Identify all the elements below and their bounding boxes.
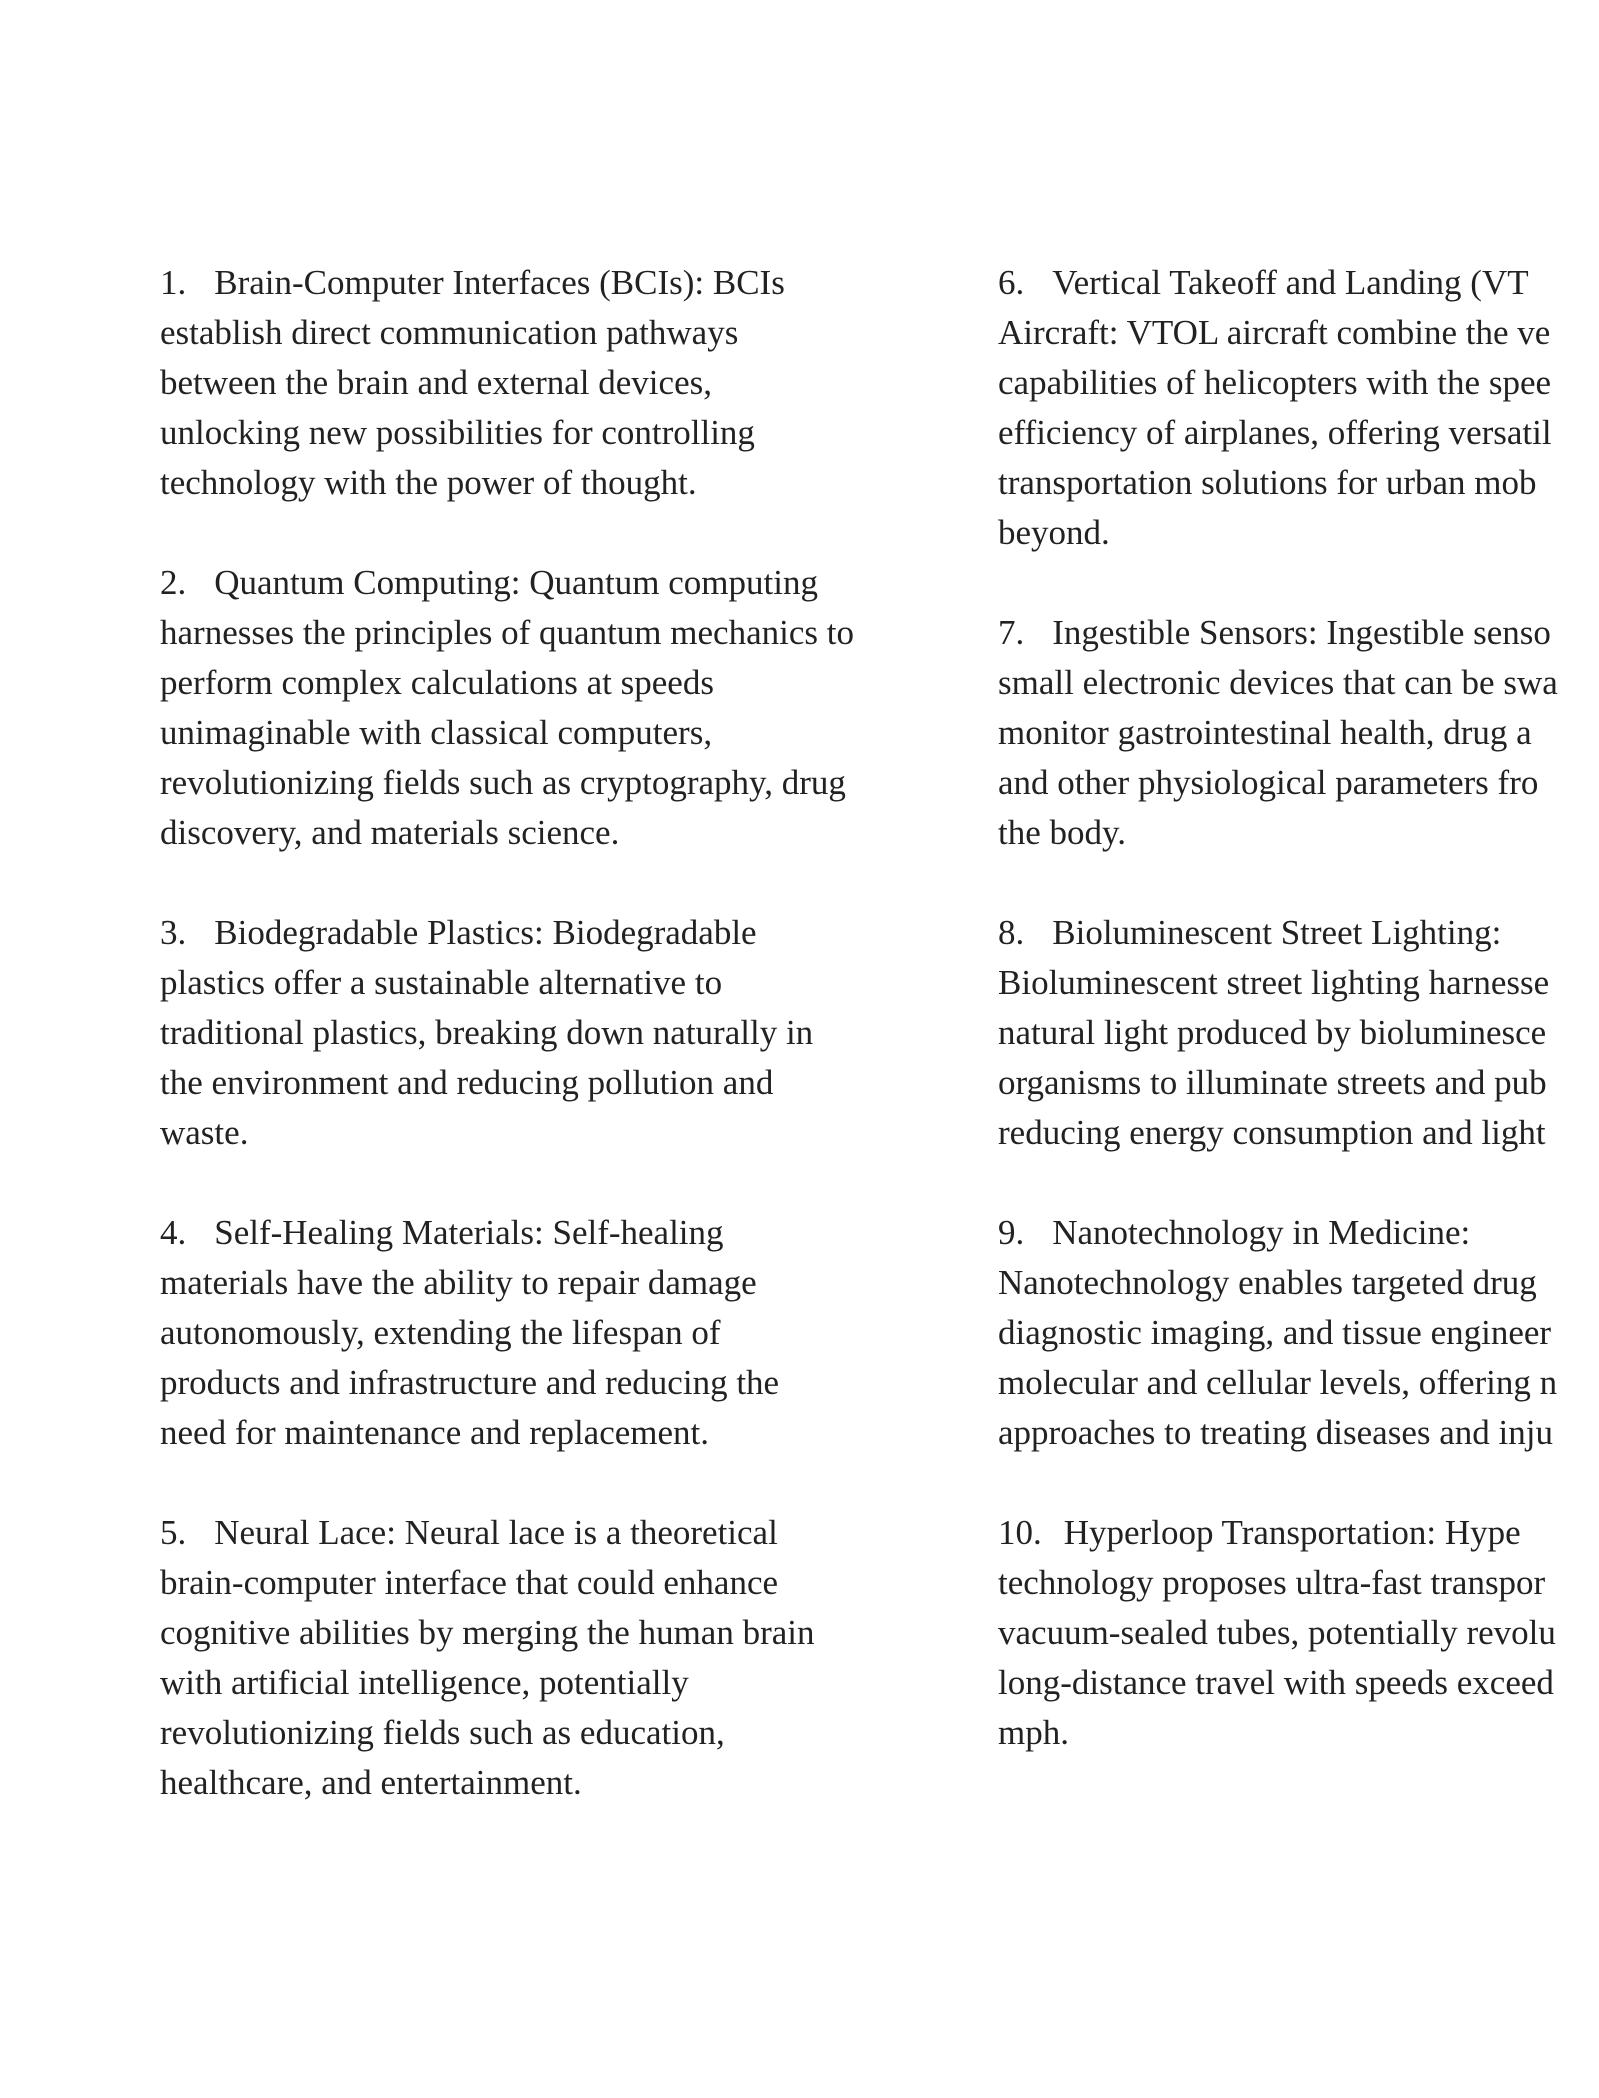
item-number: 9.: [998, 1213, 1025, 1252]
item-text: molecular and cellular levels, offering n: [998, 1363, 1558, 1402]
list-item: [160, 908, 940, 1158]
item-text: beyond.: [998, 513, 1110, 552]
item-first-line: [160, 908, 940, 958]
item-text: autonomously, extending the lifespan of: [160, 1313, 721, 1352]
item-text: small electronic devices that can be swa: [998, 663, 1558, 702]
list-item: [998, 908, 1599, 1158]
item-text: Self-Healing Materials: Self-healing: [214, 1213, 724, 1252]
item-text: perform complex calculations at speeds: [160, 663, 714, 702]
left-column: [160, 258, 940, 1858]
item-first-line: [998, 1208, 1599, 1258]
item-text: Aircraft: VTOL aircraft combine the ve: [998, 313, 1551, 352]
item-text: vacuum-sealed tubes, potentially revolu: [998, 1613, 1556, 1652]
item-text: reducing energy consumption and light: [998, 1113, 1546, 1152]
item-text: efficiency of airplanes, offering versatil: [998, 413, 1552, 452]
list-item: [160, 258, 940, 508]
item-text: and other physiological parameters fro: [998, 763, 1539, 802]
item-text: Bioluminescent Street Lighting:: [1052, 913, 1502, 952]
item-text: revolutionizing fields such as cryptography, drug: [160, 763, 846, 802]
item-number: 5.: [160, 1513, 187, 1552]
item-number: 7.: [998, 613, 1025, 652]
item-text: brain-computer interface that could enhance: [160, 1563, 779, 1602]
item-text: Nanotechnology enables targeted drug: [998, 1263, 1537, 1302]
item-text: revolutionizing fields such as education,: [160, 1713, 725, 1752]
item-text: transportation solutions for urban mob: [998, 463, 1537, 502]
list-item: [160, 558, 940, 858]
item-text: products and infrastructure and reducing the: [160, 1363, 780, 1402]
item-text: diagnostic imaging, and tissue engineer: [998, 1313, 1552, 1352]
item-text: approaches to treating diseases and inju: [998, 1413, 1553, 1452]
item-text: with artificial intelligence, potentially: [160, 1663, 689, 1702]
item-text: mph.: [998, 1713, 1069, 1752]
item-first-line: [160, 258, 940, 308]
list-item: [160, 1508, 940, 1808]
item-text: the body.: [998, 813, 1126, 852]
list-item: [160, 1208, 940, 1458]
item-text: cognitive abilities by merging the human brain: [160, 1613, 815, 1652]
item-text: Brain-Computer Interfaces (BCIs): BCIs: [214, 263, 785, 302]
item-number: 1.: [160, 263, 187, 302]
item-text: healthcare, and entertainment.: [160, 1763, 582, 1802]
item-text: establish direct communication pathways: [160, 313, 739, 352]
item-text: Nanotechnology in Medicine:: [1052, 1213, 1471, 1252]
item-first-line: [998, 608, 1599, 658]
item-number: 8.: [998, 913, 1025, 952]
item-text: between the brain and external devices,: [160, 363, 712, 402]
item-number: 6.: [998, 263, 1025, 302]
list-item: [998, 608, 1599, 858]
item-text: long-distance travel with speeds exceed: [998, 1663, 1554, 1702]
item-text: the environment and reducing pollution and: [160, 1063, 774, 1102]
item-text: discovery, and materials science.: [160, 813, 620, 852]
item-text: capabilities of helicopters with the spee: [998, 363, 1552, 402]
item-text: natural light produced by bioluminesce: [998, 1013, 1547, 1052]
item-number: 10.: [998, 1513, 1042, 1552]
item-number: 4.: [160, 1213, 187, 1252]
item-text: plastics offer a sustainable alternative to: [160, 963, 723, 1002]
item-text: materials have the ability to repair damage: [160, 1263, 757, 1302]
item-text: Ingestible Sensors: Ingestible senso: [1052, 613, 1551, 652]
item-number: 2.: [160, 563, 187, 602]
list-item: [998, 1508, 1599, 1758]
item-text: unlocking new possibilities for controlling: [160, 413, 755, 452]
item-text: organisms to illuminate streets and pub: [998, 1063, 1547, 1102]
item-number: 3.: [160, 913, 187, 952]
list-item: [998, 1208, 1599, 1458]
item-text: Bioluminescent street lighting harnesse: [998, 963, 1550, 1002]
item-text: waste.: [160, 1113, 249, 1152]
item-first-line: [998, 1508, 1599, 1558]
item-text: unimaginable with classical computers,: [160, 713, 713, 752]
item-text: Biodegradable Plastics: Biodegradable: [214, 913, 757, 952]
right-column: [998, 258, 1599, 1808]
item-text: Vertical Takeoff and Landing (VT: [1052, 263, 1529, 302]
item-first-line: [160, 1208, 940, 1258]
item-text: need for maintenance and replacement.: [160, 1413, 710, 1452]
item-text: harnesses the principles of quantum mechanics to: [160, 613, 854, 652]
item-first-line: [160, 1508, 940, 1558]
item-first-line: [998, 258, 1599, 308]
item-text: Neural Lace: Neural lace is a theoretical: [214, 1513, 778, 1552]
item-text: monitor gastrointestinal health, drug a: [998, 713, 1532, 752]
list-item: [998, 258, 1599, 558]
item-text: traditional plastics, breaking down naturally in: [160, 1013, 814, 1052]
item-text: technology proposes ultra-fast transpor: [998, 1563, 1546, 1602]
item-first-line: [998, 908, 1599, 958]
item-text: Quantum Computing: Quantum computing: [214, 563, 818, 602]
item-text: technology with the power of thought.: [160, 463, 697, 502]
item-first-line: [160, 558, 940, 608]
item-text: Hyperloop Transportation: Hype: [1063, 1513, 1521, 1552]
